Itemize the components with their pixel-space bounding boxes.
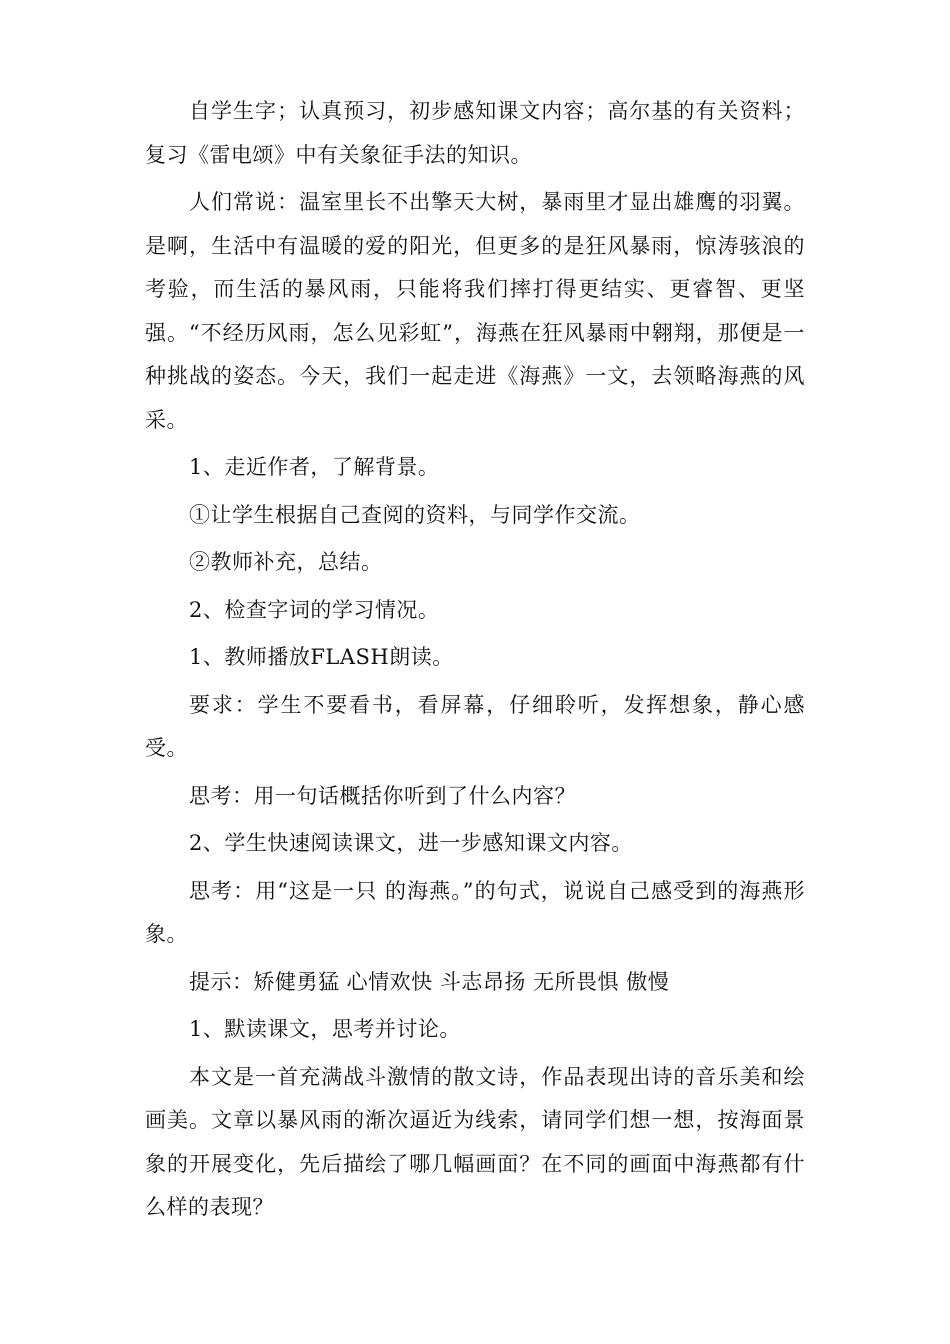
paragraph-check-words: 2、检查字词的学习情况。: [189, 597, 440, 622]
paragraph-student-exchange: ①让学生根据自己查阅的资料，与同学作交流。: [189, 502, 641, 527]
paragraph-fast-reading: 2、学生快速阅读课文，进一步感知课文内容。: [189, 831, 633, 855]
paragraph-teacher-summary: ②教师补充，总结。: [189, 550, 383, 574]
paragraph-intro: 人们常说：温室里长不出擎天大树，暴雨里才显出雄鹰的羽翼。是啊，生活中有温暖的爱的阳光，但更多的是狂风暴雨，惊涛骇浪的考验，而生活的暴风雨，只能将我们摔打得更结实、更睿智、更坚强。“不经历风雨，怎么见彩虹”，海燕在狂风暴雨中翱翔，那便是一种挑战的姿态。今天，我们一起走进《海燕》一文，去领略海燕的风采。: [145, 190, 805, 432]
paragraph-hint: 提示：矫健勇猛 心情欢快 斗志昂扬 无所畏惧 傲慢: [189, 969, 670, 994]
paragraph-prep: 自学生字；认真预习，初步感知课文内容；高尔基的有关资料；复习《雷电颂》中有关象征手法的知识。: [145, 99, 805, 167]
paragraph-step-author: 1、走近作者，了解背景。: [189, 455, 440, 479]
paragraph-think-image: 思考：用“这是一只 的海燕。”的句式，说说自己感受到的海燕形象。: [145, 878, 805, 946]
paragraph-requirement: 要求：学生不要看书，看屏幕，仔细聆听，发挥想象，静心感受。: [145, 692, 805, 760]
paragraph-silent-reading: 1、默读课文，思考并讨论。: [189, 1017, 461, 1041]
document-body: [145, 90, 805, 1234]
paragraph-think-summary: 思考：用一句话概括你听到了什么内容？: [189, 783, 576, 808]
paragraph-analysis: 本文是一首充满战斗激情的散文诗，作品表现出诗的音乐美和绘画美。文章以暴风雨的渐次逼近为线索，请同学们想一想，按海面景象的开展变化，先后描绘了哪几幅画面？在不同的画面中海燕都有什么样的表现？: [145, 1064, 805, 1219]
paragraph-flash-reading: 1、教师播放FLASH朗读。: [189, 645, 454, 669]
